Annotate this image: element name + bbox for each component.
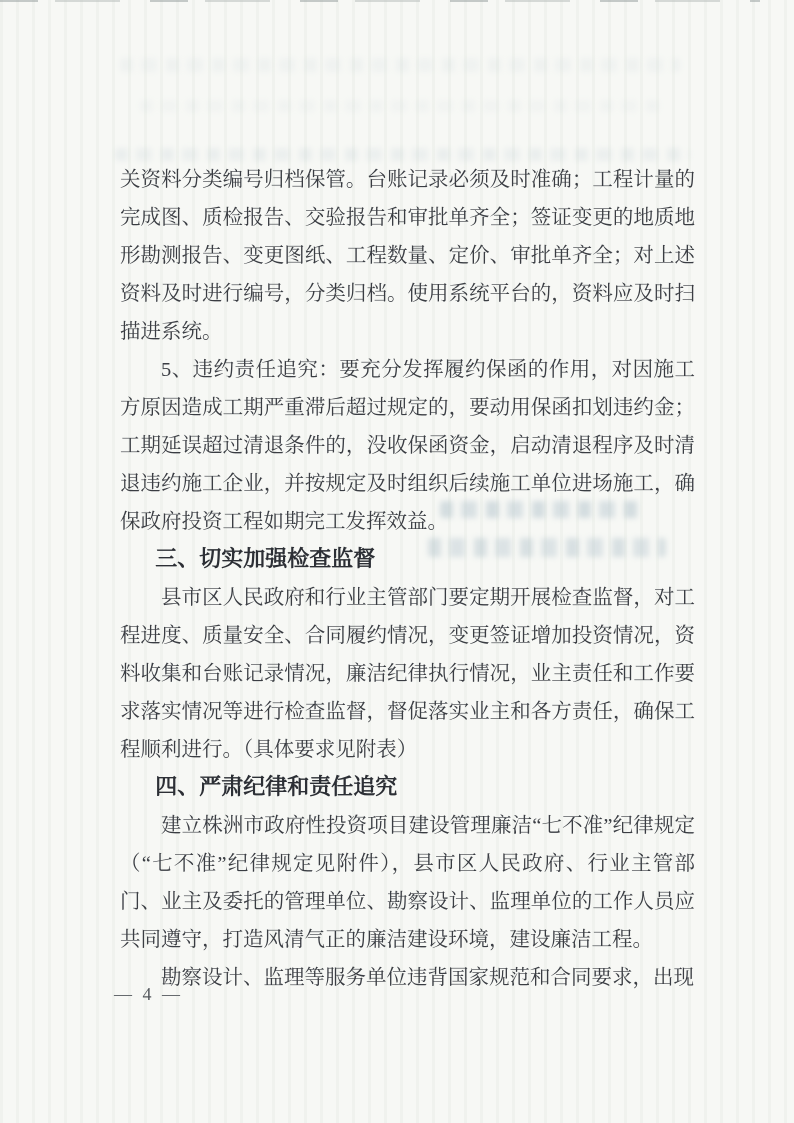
document-body: [120, 161, 695, 997]
page-number: — 4 —: [114, 984, 183, 1004]
body-paragraph: 勘察设计、监理等服务单位违背国家规范和合同要求，出现: [161, 967, 694, 989]
bleedthrough-artifact: [115, 148, 690, 161]
body-paragraph: 5、违约责任追究：要充分发挥履约保函的作用，对因施工方原因造成工期严重滞后超过规定的，要动用保函扣划违约金；工期延误超过清退条件的，没收保函资金，启动清退程序及时清退违约施工企业，并按规定及时组织后续施工单位进场施工，确保政府投资工程如期完工发挥效益。: [120, 359, 695, 533]
bleedthrough-artifact: [120, 58, 680, 72]
scan-edge-artifact: [0, 0, 760, 2]
section-heading: 三、切实加强检查监督: [155, 547, 376, 572]
body-paragraph: 关资料分类编号归档保管。台账记录必须及时准确；工程计量的完成图、质检报告、交验报告和审批单齐全；签证变更的地质地形勘测报告、变更图纸、工程数量、定价、审批单齐全；对上述资料及时进行编号，分类归档。使用系统平台的，资料应及时扫描进系统。: [120, 169, 695, 343]
section-heading: 四、严肃纪律和责任追究: [155, 775, 398, 800]
bleedthrough-artifact: [140, 100, 660, 112]
body-paragraph: 建立株洲市政府性投资项目建设管理廉洁“七不准”纪律规定（“七不准”纪律规定见附件），县市区人民政府、行业主管部门、业主及委托的管理单位、勘察设计、监理单位的工作人员应共同遵守，打造风清气正的廉洁建设环境，建设廉洁工程。: [120, 815, 695, 951]
body-paragraph: 县市区人民政府和行业主管部门要定期开展检查监督，对工程进度、质量安全、合同履约情况，变更签证增加投资情况，资料收集和台账记录情况，廉洁纪律执行情况，业主责任和工作要求落实情况等进行检查监督，督促落实业主和各方责任，确保工程顺利进行。（具体要求见附表）: [120, 587, 695, 761]
